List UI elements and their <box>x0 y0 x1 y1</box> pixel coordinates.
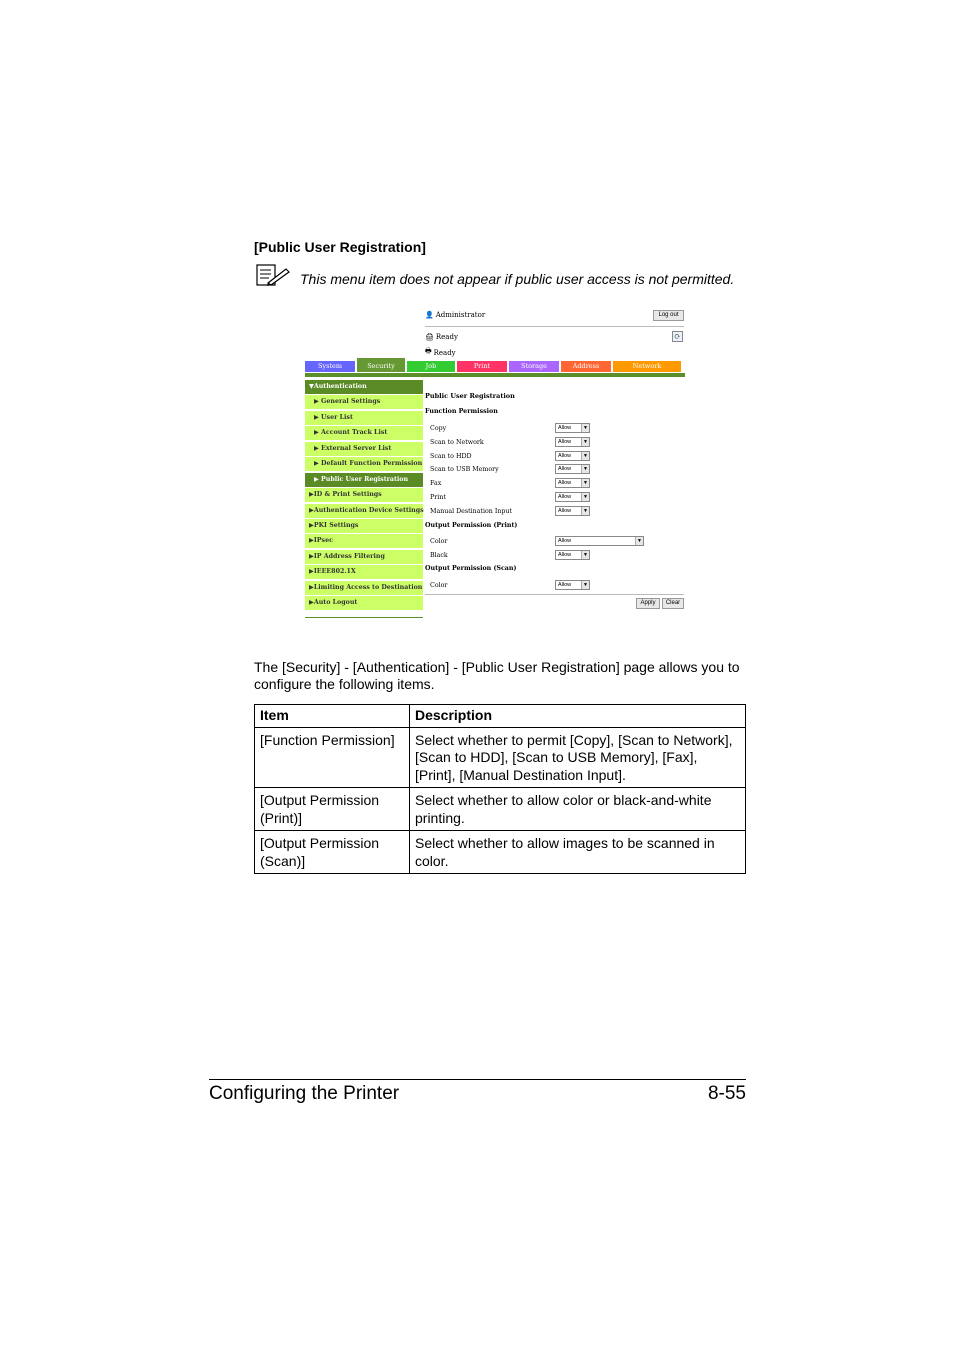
sidebar-item[interactable]: ▶PKI Settings <box>305 519 423 533</box>
select-value: Allow <box>558 538 572 544</box>
form-label: Scan to Network <box>430 438 484 446</box>
tab-network[interactable]: Network <box>613 361 681 372</box>
permission-select[interactable] <box>555 464 590 474</box>
description-table <box>254 704 746 874</box>
header-description: Description <box>410 705 746 728</box>
sidebar-item[interactable]: ▶ General Settings <box>305 395 423 409</box>
footer-rule <box>209 1079 746 1080</box>
form-label: Copy <box>430 425 447 432</box>
form-label: Manual Destination Input <box>430 507 512 515</box>
printer-status <box>425 333 458 341</box>
sidebar-item[interactable]: ▶Limiting Access to Destination <box>305 581 423 595</box>
sidebar-item[interactable]: ▶IP Address Filtering <box>305 550 423 564</box>
sidebar-item[interactable]: ▶ User List <box>305 411 423 425</box>
tab-security[interactable]: Security <box>357 358 405 372</box>
intro-paragraph: The [Security] - [Authentication] - [Public User Registration] page allows you to configure the following items. <box>254 659 740 692</box>
cell-item: [Output Permission (Scan)] <box>255 831 410 874</box>
chevron-down-icon[interactable]: ▼ <box>581 507 589 515</box>
cell-description: Select whether to permit [Copy], [Scan to Network], [Scan to HDD], [Scan to USB Memory], [Fax], [Print], [Manual Destination Input]. <box>410 727 746 788</box>
chevron-down-icon[interactable]: ▼ <box>581 581 589 589</box>
tab-print[interactable]: Print <box>457 361 507 372</box>
table-row <box>255 788 746 831</box>
permission-select[interactable] <box>555 580 590 590</box>
sidebar-item[interactable]: ▶ Public User Registration <box>305 473 423 487</box>
scanner-icon: 🖶 <box>425 347 432 355</box>
chevron-down-icon[interactable]: ▼ <box>581 479 589 487</box>
admin-user <box>425 311 485 319</box>
web-ui-screenshot <box>305 306 685 621</box>
status-text: Ready <box>435 333 458 341</box>
sidebar-item[interactable]: ▶Auto Logout <box>305 596 423 610</box>
note-pencil-icon <box>256 263 290 287</box>
form-label: Print <box>430 494 446 501</box>
table-header-row <box>255 705 746 728</box>
sidebar-item[interactable]: ▼Authentication <box>305 380 423 394</box>
page-title: Public User Registration <box>425 392 515 400</box>
tab-storage[interactable]: Storage <box>509 361 559 372</box>
form-label: Color <box>430 582 448 589</box>
form-section-title: Function Permission <box>425 408 498 415</box>
tab-address[interactable]: Address <box>561 361 611 372</box>
sidebar-item[interactable]: ▶IEEE802.1X <box>305 565 423 579</box>
chevron-down-icon[interactable]: ▼ <box>581 438 589 446</box>
tab-job[interactable]: Job <box>407 361 455 372</box>
header-item: Item <box>255 705 410 728</box>
form-divider <box>425 594 684 595</box>
form-label: Color <box>430 538 448 545</box>
form-section-title: Output Permission (Print) <box>425 522 518 529</box>
form-label: Fax <box>430 480 442 488</box>
select-value: Allow <box>558 425 572 431</box>
chevron-down-icon[interactable]: ▼ <box>581 465 589 473</box>
status-text: Ready <box>433 348 456 357</box>
header-divider <box>425 326 684 327</box>
cell-item: [Output Permission (Print)] <box>255 788 410 831</box>
select-value: Allow <box>558 582 572 588</box>
sidebar-bottom-line <box>305 617 423 618</box>
permission-select[interactable] <box>555 550 590 560</box>
sidebar-item[interactable]: ▶ Account Track List <box>305 426 423 440</box>
select-value: Allow <box>558 452 572 459</box>
table-row <box>255 831 746 874</box>
form-section-title: Output Permission (Scan) <box>425 565 517 572</box>
form-label: Scan to USB Memory <box>430 466 499 474</box>
tab-bar <box>305 359 685 372</box>
table-row <box>255 727 746 788</box>
form-label: Black <box>430 552 448 559</box>
select-value: Allow <box>558 494 572 500</box>
chevron-down-icon[interactable]: ▼ <box>635 537 643 545</box>
printer-icon: 🖨 <box>425 333 434 341</box>
sidebar-item[interactable]: ▶ External Server List <box>305 442 423 456</box>
form-label: Scan to HDD <box>430 452 472 460</box>
logout-button[interactable]: Log out <box>653 310 684 321</box>
select-value: Allow <box>558 438 572 445</box>
sidebar-item[interactable]: ▶Authentication Device Settings <box>305 504 423 518</box>
note-text: This menu item does not appear if public user access is not permitted. <box>300 271 735 287</box>
section-heading: [Public User Registration] <box>254 239 426 255</box>
sidebar-item[interactable]: ▶ID & Print Settings <box>305 488 423 502</box>
cell-item: [Function Permission] <box>255 727 410 788</box>
sidebar-item[interactable]: ▶ Default Function Permission <box>305 457 423 471</box>
permission-select[interactable] <box>555 451 590 461</box>
permission-select[interactable] <box>555 478 590 488</box>
chevron-down-icon[interactable]: ▼ <box>581 551 589 559</box>
user-icon: 👤 <box>425 311 434 319</box>
select-value: Allow <box>558 466 572 473</box>
select-value: Allow <box>558 480 572 487</box>
refresh-icon[interactable]: ⟳ <box>672 331 683 342</box>
select-value: Allow <box>558 507 572 514</box>
user-name: Administrator <box>435 311 486 319</box>
sidebar <box>305 380 423 612</box>
permission-select[interactable] <box>555 506 590 516</box>
chevron-down-icon[interactable]: ▼ <box>581 493 589 501</box>
tab-underline <box>305 373 685 377</box>
permission-select[interactable] <box>555 492 590 502</box>
sidebar-item[interactable]: ▶IPsec <box>305 534 423 548</box>
permission-select[interactable] <box>555 536 644 546</box>
chevron-down-icon[interactable]: ▼ <box>581 452 589 460</box>
permission-select[interactable] <box>555 437 590 447</box>
page-number: 8-55 <box>707 1083 746 1104</box>
permission-select[interactable] <box>555 423 590 433</box>
select-value: Allow <box>558 552 572 558</box>
cell-description: Select whether to allow images to be scanned in color. <box>410 831 746 874</box>
chevron-down-icon[interactable]: ▼ <box>581 424 589 432</box>
tab-system[interactable]: System <box>305 361 355 372</box>
scanner-status <box>425 347 456 358</box>
clear-button[interactable]: Clear <box>662 598 684 609</box>
apply-button[interactable]: Apply <box>636 598 660 609</box>
cell-description: Select whether to allow color or black-and-white printing. <box>410 788 746 831</box>
footer-chapter-title: Configuring the Printer <box>209 1083 400 1104</box>
